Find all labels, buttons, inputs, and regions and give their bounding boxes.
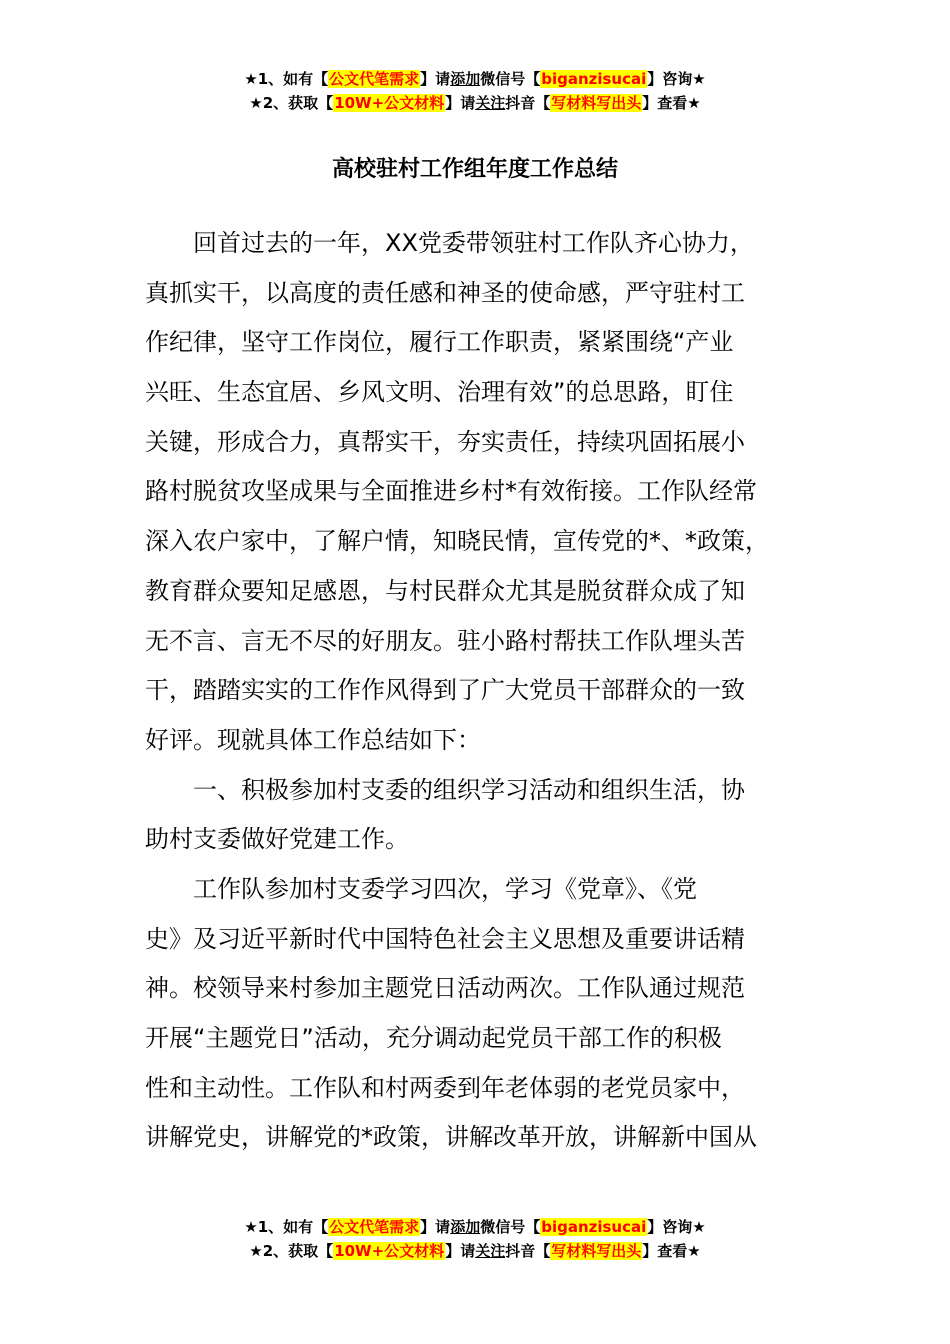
promo-line-2 [0, 1239, 950, 1263]
promo-text: 】咨询★ [647, 70, 706, 88]
body-line: 神。校领导来村参加主题党日活动两次。工作队通过规范 [145, 974, 745, 1003]
body-line: 真抓实干，以高度的责任感和神圣的使命感，严守驻村工 [145, 278, 745, 307]
promo-line-2 [0, 91, 950, 115]
promo-underlined: 添加 [450, 1218, 481, 1236]
body-line: 回首过去的一年，XX党委带领驻村工作队齐心协力， [145, 229, 754, 257]
promo-line-1 [0, 1215, 950, 1239]
body-line: 无不言、言无不尽的好朋友。驻小路村帮扶工作队埋头苦 [145, 626, 745, 655]
promo-text: ★1、如有【 [244, 1218, 329, 1236]
promo-account: 写材料写出头 [551, 94, 642, 112]
promo-text: 】请 [445, 94, 476, 112]
body-line: 性和主动性。工作队和村两委到年老体弱的老党员家中， [145, 1073, 745, 1102]
promo-highlight: 10W+公文材料 [334, 1242, 445, 1260]
promo-line-1 [0, 67, 950, 91]
body-line: 深入农户家中，了解户情，知晓民情，宣传党的*、*政策， [145, 527, 769, 556]
promo-text: 微信号【 [480, 70, 541, 88]
document-title: 高校驻村工作组年度工作总结 [331, 157, 618, 182]
promo-text: 】咨询★ [647, 1218, 706, 1236]
promo-highlight: 公文代笔需求 [329, 1218, 420, 1236]
promo-text: ★1、如有【 [244, 70, 329, 88]
body-line: 讲解党史，讲解党的*政策，讲解改革开放，讲解新中国从 [145, 1123, 757, 1152]
promo-text: 】请 [420, 1218, 451, 1236]
body-line: 教育群众要知足感恩，与村民群众尤其是脱贫群众成了知 [145, 576, 745, 605]
promo-text: 抖音【 [505, 1242, 551, 1260]
section-heading-line: 助村支委做好党建工作。 [145, 825, 409, 854]
promo-underlined: 关注 [475, 1242, 506, 1260]
promo-text: 】查看★ [642, 94, 701, 112]
body-line: 作纪律，坚守工作岗位，履行工作职责，紧紧围绕“产业 [145, 328, 734, 357]
body-line: 好评。现就具体工作总结如下： [145, 725, 481, 754]
body-line: 工作队参加村支委学习四次，学习《党章》、《党 [145, 874, 697, 903]
promo-text: 】请 [445, 1242, 476, 1260]
promo-underlined: 关注 [475, 94, 506, 112]
promo-wechat-id: biganzisucai [541, 70, 647, 88]
body-line: 开展“主题党日”活动，充分调动起党员干部工作的积极 [145, 1024, 722, 1052]
promo-wechat-id: biganzisucai [541, 1218, 647, 1236]
section-heading-line: 一、积极参加村支委的组织学习活动和组织生活，协 [145, 775, 745, 804]
promo-text: ★2、获取【 [249, 1242, 334, 1260]
promo-highlight: 10W+公文材料 [334, 94, 445, 112]
header-promo-banner [0, 67, 950, 115]
promo-account: 写材料写出头 [551, 1242, 642, 1260]
promo-text: 微信号【 [480, 1218, 541, 1236]
body-line: 关键，形成合力，真帮实干，夯实责任，持续巩固拓展小 [145, 427, 745, 456]
promo-text: ★2、获取【 [249, 94, 334, 112]
promo-highlight: 公文代笔需求 [329, 70, 420, 88]
promo-text: 抖音【 [505, 94, 551, 112]
promo-text: 】查看★ [642, 1242, 701, 1260]
footer-promo-banner [0, 1215, 950, 1263]
promo-underlined: 添加 [450, 70, 481, 88]
document-body [145, 219, 810, 1163]
body-line: 路村脱贫攻坚成果与全面推进乡村*有效衔接。工作队经常 [145, 477, 757, 506]
body-line: 兴旺、生态宜居、乡风文明、治理有效”的总思路，盯住 [145, 378, 734, 407]
promo-text: 】请 [420, 70, 451, 88]
body-line: 史》及习近平新时代中国特色社会主义思想及重要讲话精 [145, 924, 745, 953]
body-line: 干，踏踏实实的工作作风得到了广大党员干部群众的一致 [145, 676, 745, 705]
